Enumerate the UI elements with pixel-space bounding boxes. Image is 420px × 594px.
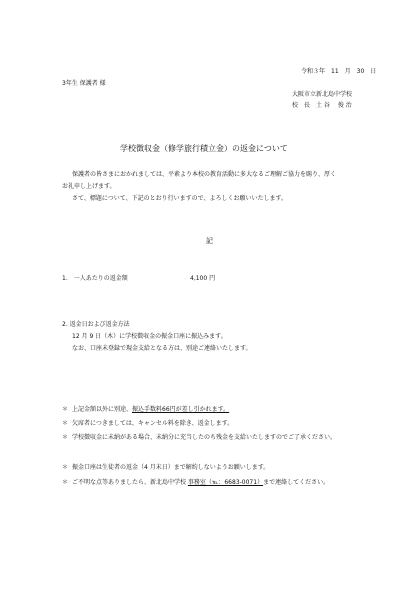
document-title: 学校徴収金（修学旅行積立金）の返金について [120,144,288,153]
note-text-underlined: 振込手数料66円が差し引かれます。 [132,406,230,413]
note-mark: ＊ [62,479,69,486]
intro-line-1: 保護者の皆さまにおかれましては、平素より本校の教育活動に多大なるご理解ご協力を賜り、厚く [72,171,337,178]
intro-line-3: さて、標題について、下記のとおり行いますので、よろしくお願いいたします。 [72,195,288,202]
note-text-post: まで連絡してください。 [263,479,330,486]
note-item [62,433,380,443]
note-mark: ＊ [62,420,69,427]
note-mark: ＊ [62,464,69,471]
item2-line-2: なお、口座未登録で現金支給となる方は、別途ご連絡いたします。 [72,345,252,352]
note-text [72,478,380,488]
note-item [62,405,380,415]
school-name: 大阪市立新北島中学校 [292,91,353,98]
item2-heading: 2. 返金日および返金方法 [62,321,130,328]
item2-line-1: 12 月 9 日（木）に学校徴収金の振金口座に振込みます。 [72,333,227,340]
note-item [62,419,380,429]
note-text [72,419,380,429]
note-text [72,433,380,443]
note-item [62,463,380,473]
note-text [72,405,380,415]
note-mark: ＊ [62,406,69,413]
note-text [72,463,380,473]
note-text-pre: 振金口座は生徒者の返金（4 月末日）まで解約しないようお願いします。 [72,464,270,471]
intro-line-2: お礼申し上げます。 [62,183,116,190]
item1-amount: 4,100 円 [190,275,216,282]
recipient: 3年生 保護者 様 [62,80,106,87]
note-mark: ＊ [62,434,69,441]
note-text-underlined: 事務室（℡：6683-0071） [187,479,264,486]
note-item [62,478,380,488]
item1-label: 1. 一人あたりの返金額 [62,275,128,282]
ki-heading: 記 [206,237,213,245]
issue-date: 令和３年 11 月 30 日 [301,68,377,75]
note-text-pre: 欠席者につきましては、キャンセル料を除き、返金します。 [72,420,234,427]
note-text-pre: 上記金額以外に別途、 [72,406,133,413]
note-text-pre: ご不明な点等ありましたら、新北島中学校 [72,479,188,486]
note-text-pre: 学校徴収金に未納がある場合、未納分に充当したのち残金を支給いたしますのでご了承ください。 [72,434,337,441]
principal-name: 校 長 土 谷 俊 治 [292,102,352,109]
